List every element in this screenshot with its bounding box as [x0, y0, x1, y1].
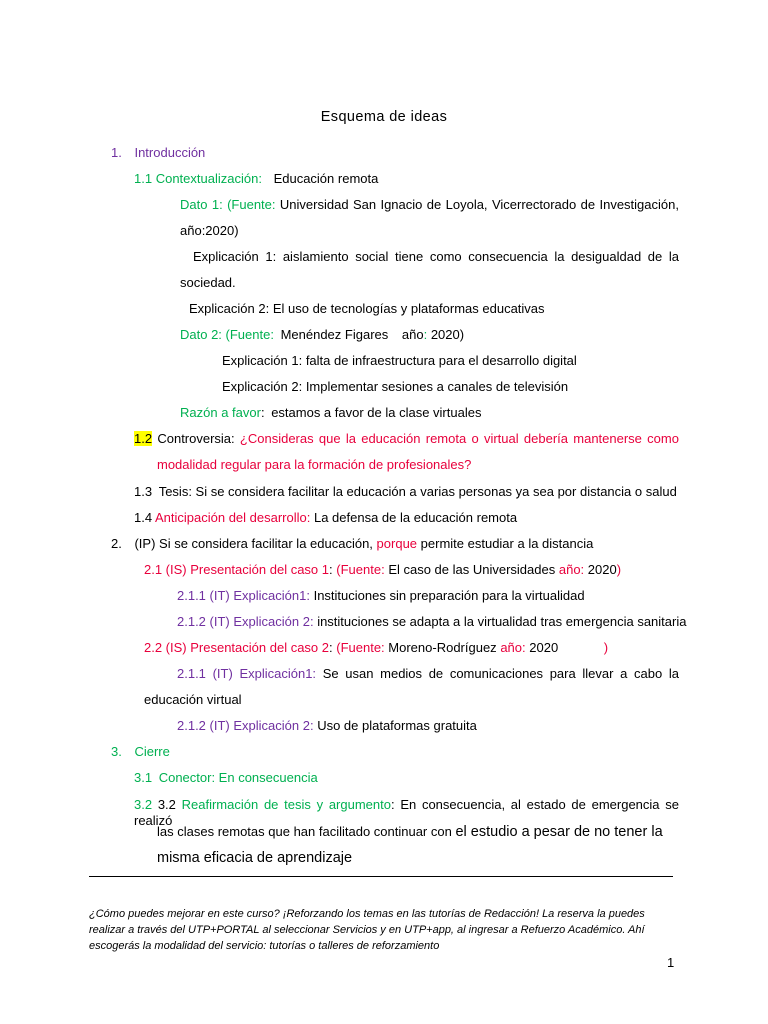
dato-2-year-label: año — [401, 327, 424, 342]
caso-2-explicacion-2 — [177, 718, 477, 734]
caso-2-explicacion-1 — [177, 666, 679, 682]
explicacion-1: Explicación 1: aislamiento social tiene como consecuencia la desigualdad de la — [193, 249, 679, 264]
caso-1-colon: : — [329, 562, 333, 577]
caso-2 — [144, 640, 608, 656]
caso-1-text: El caso de las Universidades — [388, 562, 556, 577]
item-1-1-value: Educación remota — [273, 171, 379, 186]
section-2-number: 2. — [111, 536, 122, 551]
razon-colon: : — [260, 405, 265, 420]
item-1-2-question: ¿Consideras que la educación remota o virtual debería mantenerse como — [239, 431, 679, 446]
item-1-2-question-cont: modalidad regular para la formación de profesionales? — [157, 457, 472, 472]
caso-1 — [144, 562, 621, 578]
item-3-2-text3: misma eficacia de aprendizaje — [157, 850, 353, 866]
item-1-2-number: 1.2 — [134, 431, 153, 446]
section-3-heading — [111, 744, 170, 760]
page-number: 1 — [667, 955, 675, 970]
item-1-1 — [134, 171, 378, 187]
dato-2-explicacion-1: Explicación 1: falta de infraestructura para el desarrollo digital — [222, 353, 577, 368]
razon-a-favor — [180, 405, 481, 421]
item-1-1-label: Contextualización: — [155, 171, 262, 186]
caso-1-close: ) — [616, 562, 622, 577]
caso-2-year: 2020 — [529, 640, 559, 655]
caso-1-explicacion-1 — [177, 588, 585, 604]
caso-1-label: 2.1 (IS) Presentación del caso 1 — [144, 562, 329, 577]
section-1-heading — [111, 145, 205, 161]
section-2-post: permite estudiar a la distancia — [420, 536, 594, 551]
section-2-porque: porque — [376, 536, 418, 551]
item-3-2-text2b: el estudio a pesar de no tener la — [455, 824, 663, 840]
item-1-4 — [134, 510, 517, 526]
item-1-3-text: Tesis: Si se considera facilitar la educación a varias personas ya sea por distancia o salud — [158, 484, 677, 499]
item-1-4-number: 1.4 — [134, 510, 153, 525]
razon-text: estamos a favor de la clase virtuales — [271, 405, 482, 420]
caso-2-close: ) — [603, 640, 609, 655]
dato-1-year: año:2020) — [180, 223, 239, 238]
footer-line-2: realizar a través del UTP+PORTAL al seleccionar Servicios y en UTP+app, al ingresar a Refuerzo Académico. Ahí — [89, 924, 645, 936]
footer-rule — [89, 876, 673, 877]
caso-2-text: Moreno-Rodríguez — [388, 640, 497, 655]
item-3-1-text: Conector: En consecuencia — [158, 770, 318, 785]
section-1-label: Introducción — [134, 145, 206, 160]
caso-1-exp1-label: 2.1.1 (IT) Explicación1: — [177, 588, 310, 603]
caso-2-exp1-label: 2.1.1 (IT) Explicación1: — [177, 666, 317, 681]
section-3-label: Cierre — [134, 744, 170, 759]
item-1-2 — [134, 431, 679, 447]
dato-2-explicacion-2: Explicación 2: Implementar sesiones a canales de televisión — [222, 379, 569, 394]
item-3-1-number: 3.1 — [134, 770, 153, 785]
caso-1-exp1-text: Instituciones sin preparación para la virtualidad — [313, 588, 585, 603]
explicacion-1-cont: sociedad. — [180, 275, 236, 290]
caso-2-exp2-text: Uso de plataformas gratuita — [317, 718, 477, 733]
item-3-2-text2a: las clases remotas que han facilitado continuar con — [157, 824, 452, 839]
caso-2-exp1-text: Se usan medios de comunicaciones para llevar a cabo la — [322, 666, 679, 681]
dato-2-author: Menéndez Figares — [280, 327, 389, 342]
item-3-2-colon: : — [390, 797, 395, 812]
footer-line-1: ¿Cómo puedes mejorar en este curso? ¡Reforzando los temas en las tutorías de Redacción! La reserva la puedes — [89, 908, 645, 920]
section-1-number: 1. — [111, 145, 122, 160]
caso-1-year-label: año: — [558, 562, 585, 577]
item-1-4-text: La defensa de la educación remota — [313, 510, 518, 525]
item-3-2-number-2: 3.2 — [157, 797, 176, 812]
item-3-2-cont — [157, 824, 663, 840]
caso-2-label: 2.2 (IS) Presentación del caso 2 — [144, 640, 329, 655]
explicacion-2: Explicación 2: El uso de tecnologías y plataformas educativas — [189, 301, 545, 316]
dato-2-label: Dato 2: (Fuente: — [180, 327, 274, 342]
dato-1-label: Dato 1: (Fuente: — [180, 197, 276, 212]
item-3-2-label: Reafirmación de tesis y argumento — [181, 797, 391, 812]
dato-1-text: Universidad San Ignacio de Loyola, Vicerrectorado de Investigación, — [279, 197, 679, 212]
caso-1-year: 2020 — [587, 562, 617, 577]
dato-2 — [180, 327, 464, 343]
section-2-pre: (IP) Si se considera facilitar la educación, — [134, 536, 373, 551]
caso-1-fuente: Fuente: — [340, 562, 385, 577]
caso-1-explicacion-2 — [177, 614, 686, 630]
caso-1-paren: ( — [336, 562, 341, 577]
item-1-3 — [134, 484, 677, 500]
caso-2-colon: : — [329, 640, 333, 655]
section-2-heading — [111, 536, 593, 552]
footer-line-3: escogerás la modalidad del servicio: tutorías o talleres de reforzamiento — [89, 940, 440, 952]
caso-1-exp2-label: 2.1.2 (IT) Explicación 2: — [177, 614, 314, 629]
razon-label: Razón a favor — [180, 405, 261, 420]
document-title: Esquema de ideas — [320, 109, 448, 125]
item-1-1-number: 1.1 — [134, 171, 153, 186]
item-3-2-text: En consecuencia, al estado de emergencia se realizó — [134, 797, 679, 828]
caso-1-exp2-text: instituciones se adapta a la virtualidad tras emergencia sanitaria — [317, 614, 687, 629]
caso-2-year-label: año: — [500, 640, 526, 655]
dato-1 — [180, 197, 679, 213]
item-1-2-label: Controversia: — [157, 431, 235, 446]
item-3-2-number: 3.2 — [134, 797, 153, 812]
item-3-1 — [134, 770, 318, 786]
caso-2-exp2-label: 2.1.2 (IT) Explicación 2: — [177, 718, 314, 733]
dato-2-colon: : — [423, 327, 428, 342]
caso-2-fuente: (Fuente: — [336, 640, 385, 655]
item-1-3-number: 1.3 — [134, 484, 153, 499]
section-3-number: 3. — [111, 744, 122, 759]
caso-2-explicacion-1-cont: educación virtual — [144, 692, 242, 707]
dato-2-year: 2020) — [430, 327, 465, 342]
item-1-4-label: Anticipación del desarrollo: — [154, 510, 311, 525]
